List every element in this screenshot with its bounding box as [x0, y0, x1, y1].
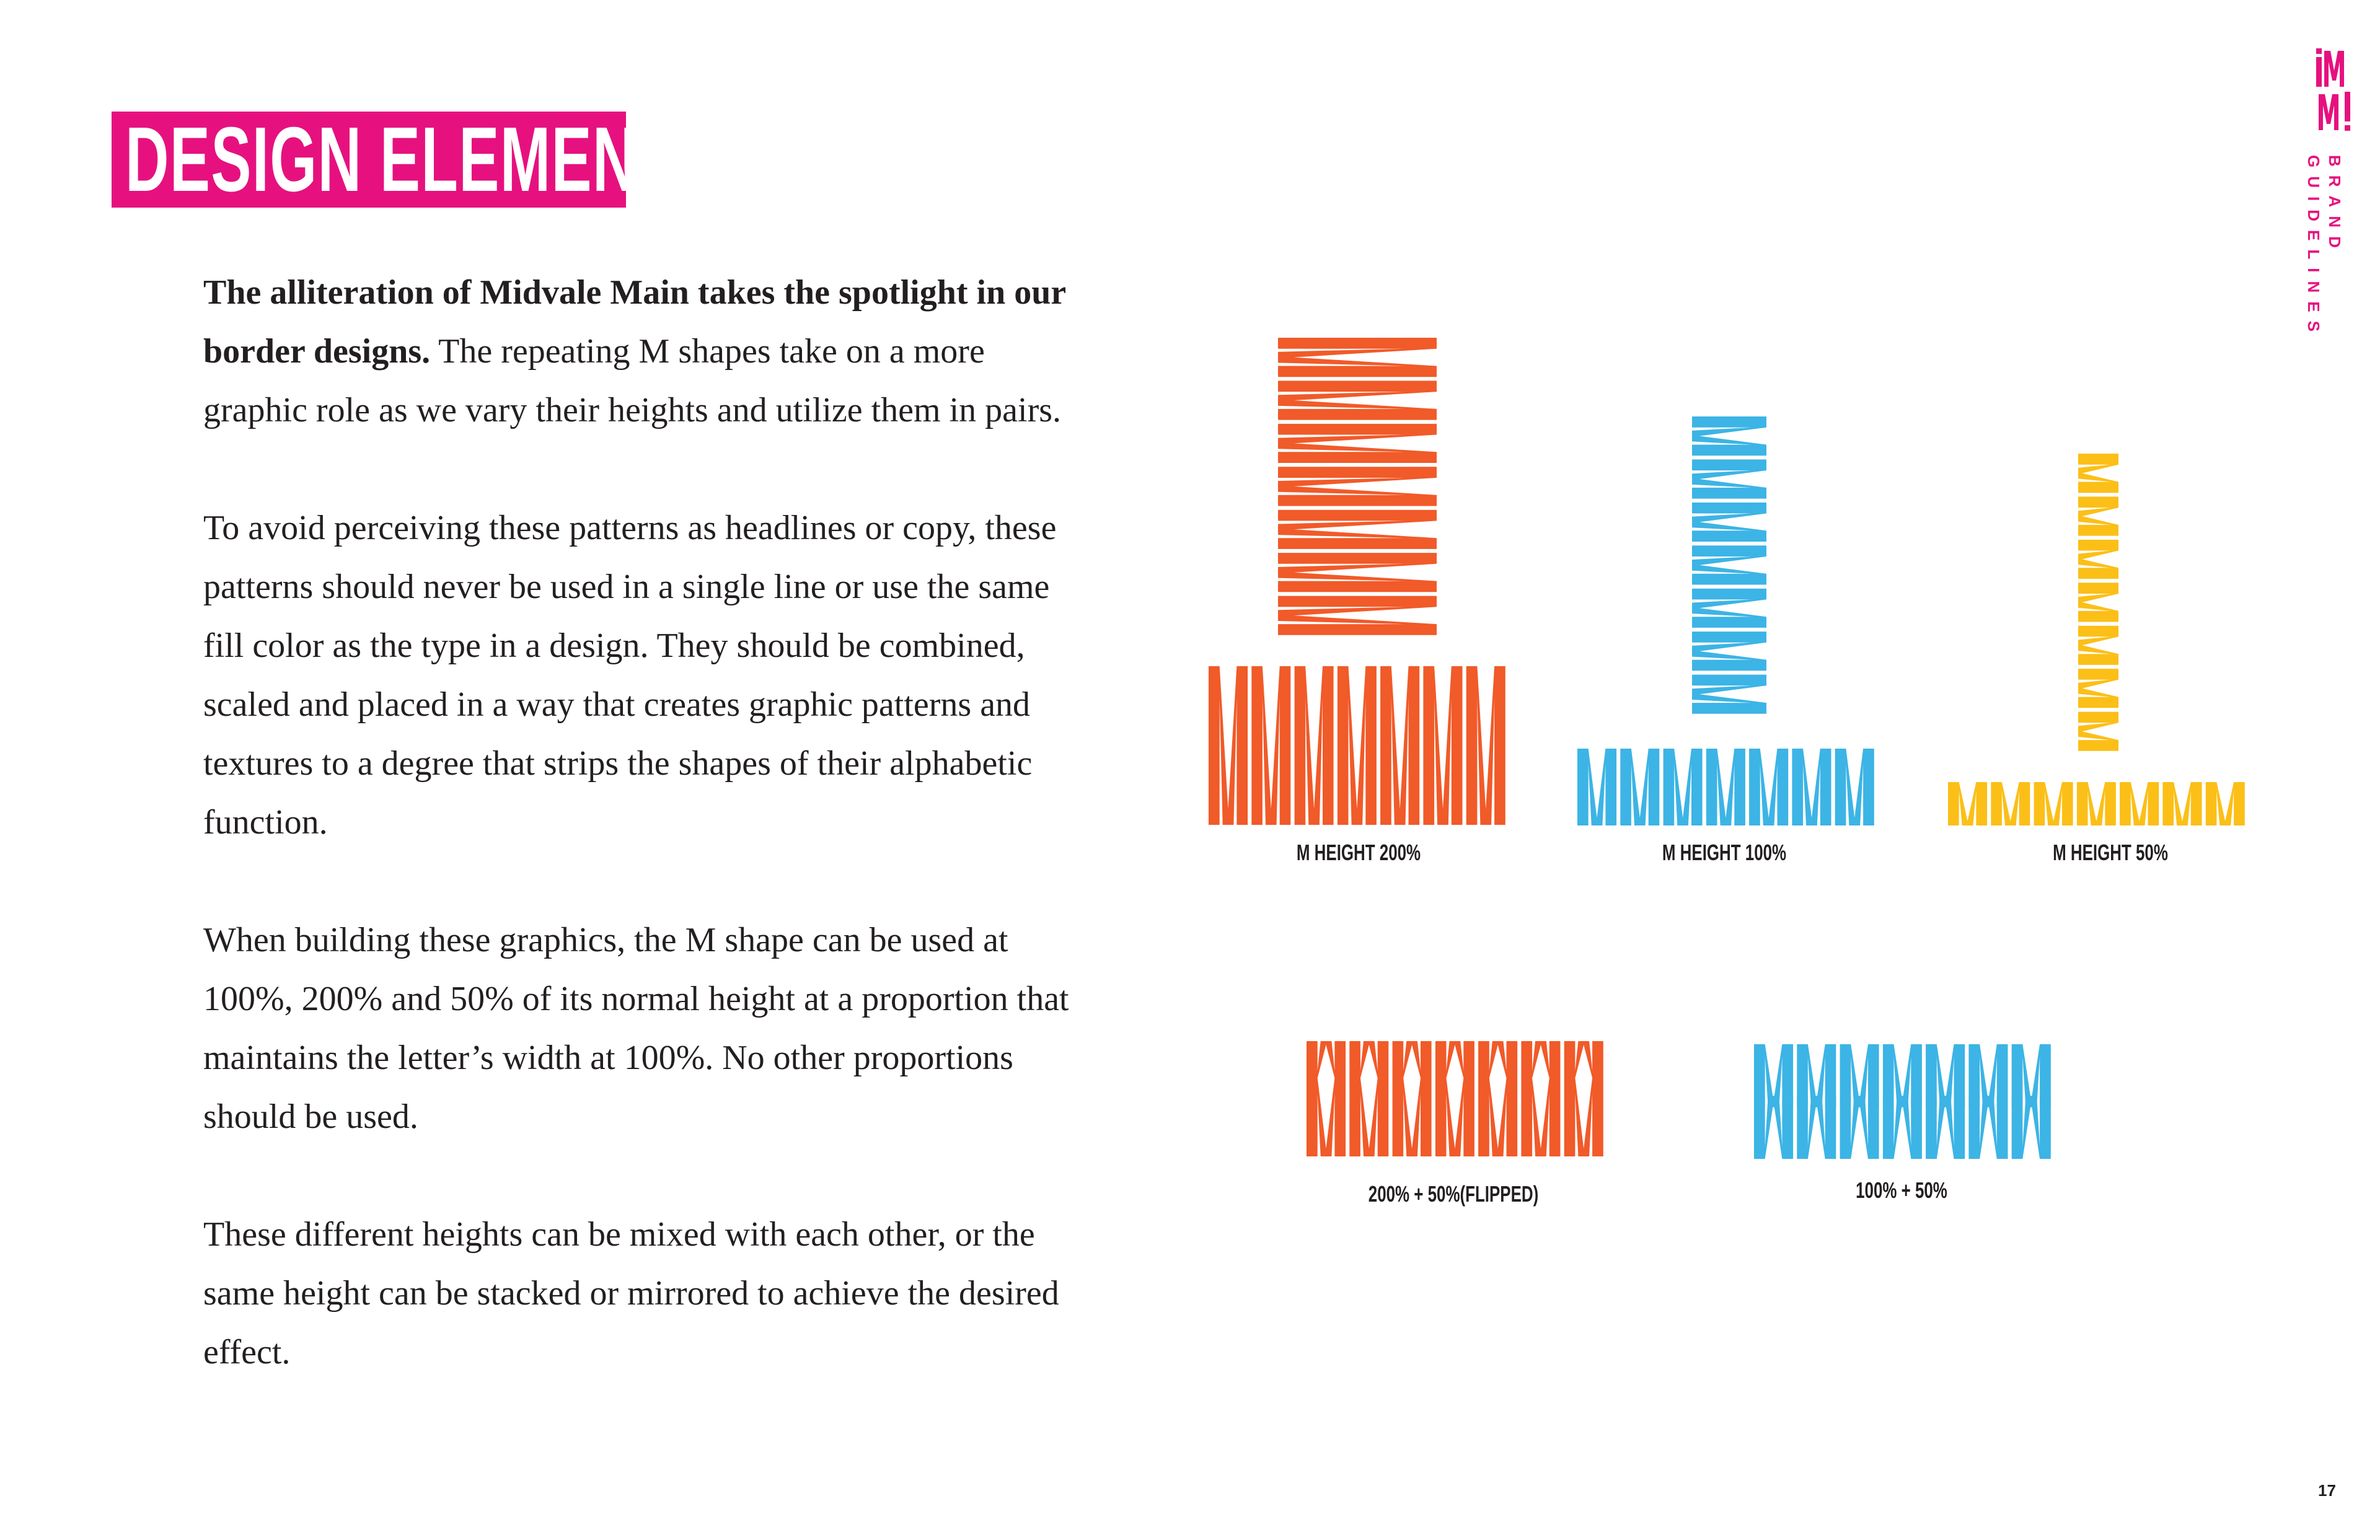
m-pattern-100-vertical [1692, 416, 1766, 718]
m-pattern-100-horizontal [1577, 749, 1878, 825]
m-shape [1692, 589, 1766, 628]
m-shape [1278, 510, 1437, 549]
m-shape [1380, 666, 1419, 825]
brand-guidelines-label: BRAND GUIDELINES [2304, 155, 2344, 340]
m-shape [1278, 424, 1437, 463]
m-pattern-200-vertical [1278, 338, 1437, 639]
m-shape [1692, 675, 1766, 714]
m-shape [1307, 1041, 1346, 1078]
m-shape [1307, 1078, 1346, 1157]
m-shape [2077, 782, 2116, 825]
m-shape [1278, 596, 1437, 635]
m-shape [1521, 1041, 1560, 1078]
m-shape [1577, 749, 1616, 825]
paragraph-3-text: When building these graphics, the M shape can be used at 100%, 200% and 50% of its normal height at a proportion that maintains the letter’s width at 100%. No other proportions should be used. [203, 921, 1069, 1136]
m-shape [1278, 381, 1437, 420]
caption-200-plus-50-flipped: 200% + 50%(FLIPPED) [1368, 1181, 1539, 1207]
m-shape [1393, 1041, 1432, 1078]
m-shape [2034, 782, 2073, 825]
m-shape [1478, 1041, 1517, 1078]
m-shape [1692, 545, 1766, 584]
m-shape [1749, 749, 1788, 825]
caption-m-height-100: M HEIGHT 100% [1662, 840, 1787, 865]
m-pattern-100-plus-50 [1754, 1044, 2055, 1159]
m-shape [2078, 454, 2118, 493]
m-shape [1278, 338, 1437, 377]
m-shape [1478, 1078, 1517, 1157]
page-title-box [112, 108, 716, 211]
page-number: 17 [2318, 1481, 2336, 1500]
m-shape [1706, 749, 1745, 825]
m-shape [1349, 1041, 1388, 1078]
paragraph-2-text: To avoid perceiving these patterns as headlines or copy, these patterns should never be used in a single line or use the same fill color as the type in a design. They should be combined, scaled and placed in a way that creates graphic patterns and textures to a degree that strips the shapes of their alphabetic function. [203, 509, 1057, 842]
m-shape [1435, 1078, 1474, 1157]
m-shape [1423, 666, 1462, 825]
caption-m-height-200: M HEIGHT 200% [1296, 840, 1421, 865]
brand-logo [2315, 48, 2353, 132]
body-copy [203, 263, 1090, 1441]
m-pattern-50-vertical [2078, 454, 2118, 755]
m-shape [1692, 459, 1766, 498]
m-shape [2078, 712, 2118, 751]
m-shape [1295, 666, 1334, 825]
paragraph-4 [203, 1205, 1090, 1382]
page-title: DESIGN ELEMENTS [125, 108, 716, 211]
caption-100-plus-50: 100% + 50% [1856, 1177, 1947, 1203]
m-shape [2078, 583, 2118, 622]
m-shape [1251, 666, 1290, 825]
m-shape [1991, 782, 2030, 825]
m-shape [2162, 782, 2202, 825]
paragraph-3 [203, 911, 1090, 1146]
m-shape [2078, 496, 2118, 535]
m-shape [1564, 1041, 1603, 1078]
m-shape [1692, 416, 1766, 455]
m-shape [1278, 553, 1437, 592]
m-shape [1620, 749, 1659, 825]
m-shape [1338, 666, 1377, 825]
m-shape [1278, 467, 1437, 506]
m-shape [1835, 749, 1874, 825]
m-shape [2078, 669, 2118, 708]
m-shape [1349, 1078, 1388, 1157]
m-shape [1521, 1078, 1560, 1157]
paragraph-1 [203, 263, 1090, 440]
paragraph-4-text: These different heights can be mixed with each other, or the same height can be stacked or mirrored to achieve the desired effect. [203, 1215, 1059, 1371]
m-shape [2078, 540, 2118, 579]
m-shape [2206, 782, 2245, 825]
m-pattern-200-plus-50-flipped [1307, 1041, 1607, 1156]
m-shape [1466, 666, 1505, 825]
m-shape [1564, 1078, 1603, 1157]
m-shape [2078, 626, 2118, 665]
paragraph-1-lead: The alliteration of Midvale Main takes the spotlight in our border designs. [203, 273, 1066, 371]
m-pattern-50-horizontal [1948, 782, 2249, 825]
paragraph-1-text: The repeating M shapes take on a more graphic role as we vary their heights and utilize them in pairs. [203, 332, 1062, 429]
m-shape [1692, 631, 1766, 671]
m-shape [1209, 666, 1248, 825]
m-shape [1435, 1041, 1474, 1078]
paragraph-2 [203, 499, 1090, 852]
m-shape [2120, 782, 2159, 825]
m-shape [1664, 749, 1703, 825]
m-shape [1792, 749, 1831, 825]
caption-m-height-50: M HEIGHT 50% [2053, 840, 2168, 865]
m-shape [1948, 782, 1987, 825]
m-shape [1393, 1078, 1432, 1157]
m-shape [1692, 503, 1766, 542]
m-pattern-200-horizontal [1209, 666, 1509, 825]
